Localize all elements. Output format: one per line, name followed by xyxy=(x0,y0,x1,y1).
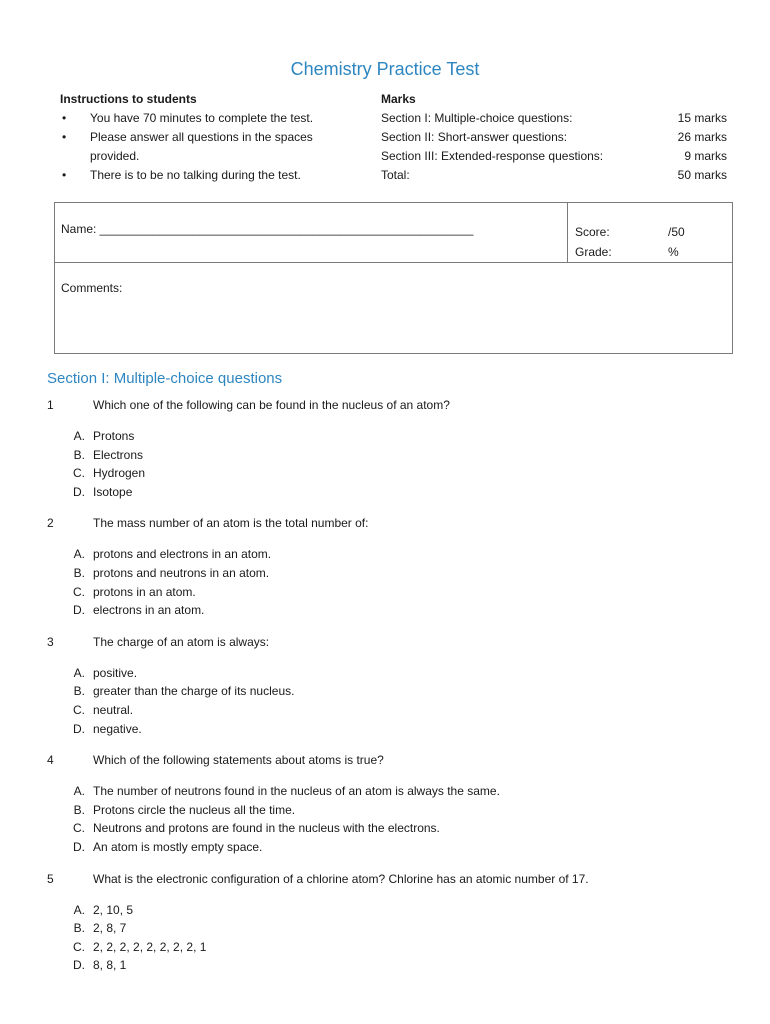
option-text: Protons circle the nucleus all the time. xyxy=(93,802,296,817)
student-info-box xyxy=(54,202,733,354)
option-text: Protons xyxy=(93,429,135,443)
option-letter: C. xyxy=(73,702,85,717)
question-stem xyxy=(47,396,747,415)
option-letter: A. xyxy=(73,784,85,799)
marks-value: 26 marks xyxy=(677,130,727,144)
answer-option[interactable] xyxy=(47,446,747,465)
marks-label: Section I: Multiple-choice questions: xyxy=(381,111,573,125)
marks-row xyxy=(381,166,727,185)
option-text: An atom is mostly empty space. xyxy=(93,839,263,854)
question-list xyxy=(47,396,747,988)
answer-option[interactable] xyxy=(47,483,747,502)
option-text: negative. xyxy=(93,721,142,736)
answer-option[interactable] xyxy=(47,682,747,701)
instruction-item xyxy=(60,166,350,185)
instruction-text: Please answer all questions in the spaces provided. xyxy=(90,130,313,163)
option-text: protons and neutrons in an atom. xyxy=(93,565,270,580)
page-title: Chemistry Practice Test xyxy=(290,59,480,79)
option-letter: C. xyxy=(73,584,85,599)
bullet-icon: • xyxy=(62,168,67,182)
question-5 xyxy=(47,870,747,975)
marks-heading: Marks xyxy=(381,92,416,106)
answer-option[interactable] xyxy=(47,564,747,583)
option-text: Electrons xyxy=(93,447,144,462)
option-letter: C. xyxy=(73,466,85,481)
score-label: Score: xyxy=(575,225,610,239)
comments-field[interactable]: Comments: xyxy=(61,281,123,295)
question-number: 5 xyxy=(47,871,54,886)
bullet-icon: • xyxy=(62,111,67,125)
marks-label: Section II: Short-answer questions: xyxy=(381,130,568,144)
question-2 xyxy=(47,514,747,619)
marks-value: 15 marks xyxy=(677,111,727,125)
option-text: protons and electrons in an atom. xyxy=(93,547,272,562)
option-letter: D. xyxy=(73,484,85,499)
marks-value: 50 marks xyxy=(677,168,727,182)
answer-option[interactable] xyxy=(47,801,747,820)
bullet-icon: • xyxy=(62,130,67,144)
student-info-top-row xyxy=(55,203,732,263)
question-text: Which one of the following can be found in the nucleus of an atom? xyxy=(93,398,450,412)
score-grade-labels xyxy=(575,222,612,262)
score-grade-values xyxy=(668,222,685,262)
option-text: neutral. xyxy=(93,702,134,717)
grade-value: % xyxy=(668,245,679,259)
option-text: 8, 8, 1 xyxy=(93,958,127,973)
answer-option[interactable] xyxy=(47,583,747,602)
option-text: 2, 10, 5 xyxy=(93,902,134,917)
option-text: 2, 2, 2, 2, 2, 2, 2, 2, 1 xyxy=(93,939,207,954)
question-stem xyxy=(47,870,747,889)
option-letter: D. xyxy=(73,839,85,854)
question-number: 2 xyxy=(47,516,54,531)
marks-label: Section III: Extended-response questions: xyxy=(381,149,604,163)
answer-option[interactable] xyxy=(47,782,747,801)
grade-label: Grade: xyxy=(575,245,612,259)
instruction-text: There is to be no talking during the test. xyxy=(90,168,301,182)
question-text: The mass number of an atom is the total number of: xyxy=(93,516,369,531)
option-text: 2, 8, 7 xyxy=(93,921,127,936)
answer-option[interactable] xyxy=(47,919,747,938)
answer-option[interactable] xyxy=(47,427,747,446)
marks-label: Total: xyxy=(381,168,410,182)
marks-row xyxy=(381,109,727,128)
option-text: greater than the charge of its nucleus. xyxy=(93,684,295,699)
option-letter: C. xyxy=(73,821,85,836)
box-divider xyxy=(567,203,568,262)
option-letter: C. xyxy=(73,939,85,954)
answer-option[interactable] xyxy=(47,701,747,720)
question-1 xyxy=(47,396,747,501)
option-letter: D. xyxy=(73,603,85,618)
instructions-heading: Instructions to students xyxy=(60,92,197,106)
section-title: Section I: Multiple-choice questions xyxy=(47,370,283,387)
question-stem xyxy=(47,514,747,533)
option-text: The number of neutrons found in the nucleus of an atom is always the same. xyxy=(93,784,500,799)
question-text: The charge of an atom is always: xyxy=(93,634,270,649)
answer-option[interactable] xyxy=(47,819,747,838)
marks-row xyxy=(381,147,727,166)
instruction-item xyxy=(60,128,350,166)
marks-block xyxy=(381,90,727,185)
answer-option[interactable] xyxy=(47,464,747,483)
option-letter: A. xyxy=(73,429,85,443)
option-text: electrons in an atom. xyxy=(93,603,205,618)
question-number: 3 xyxy=(47,634,54,649)
instruction-item xyxy=(60,109,350,128)
option-text: Neutrons and protons are found in the nucleus with the electrons. xyxy=(93,821,440,836)
option-text: Isotope xyxy=(93,484,133,499)
question-3 xyxy=(47,633,747,738)
marks-value: 9 marks xyxy=(684,149,727,163)
answer-option[interactable] xyxy=(47,545,747,564)
answer-option[interactable] xyxy=(47,956,747,975)
name-field[interactable]: Name: ________________________________________________________ xyxy=(61,222,474,236)
option-letter: B. xyxy=(73,565,85,580)
option-letter: B. xyxy=(73,921,85,936)
question-4 xyxy=(47,751,747,856)
answer-option[interactable] xyxy=(47,838,747,857)
option-letter: A. xyxy=(73,902,85,917)
option-letter: A. xyxy=(73,547,85,562)
option-letter: B. xyxy=(73,684,85,699)
answer-option[interactable] xyxy=(47,938,747,957)
option-letter: D. xyxy=(73,958,85,973)
option-letter: A. xyxy=(73,665,85,680)
instructions-block xyxy=(60,90,350,185)
score-value: /50 xyxy=(668,225,685,239)
question-text: Which of the following statements about atoms is true? xyxy=(93,753,384,768)
question-number: 1 xyxy=(47,398,54,412)
option-text: protons in an atom. xyxy=(93,584,196,599)
question-stem xyxy=(47,751,747,770)
question-stem xyxy=(47,633,747,652)
option-letter: B. xyxy=(73,802,85,817)
option-letter: B. xyxy=(73,447,85,462)
answer-option[interactable] xyxy=(47,664,747,683)
question-number: 4 xyxy=(47,753,54,768)
answer-option[interactable] xyxy=(47,720,747,739)
option-letter: D. xyxy=(73,721,85,736)
question-text: What is the electronic configuration of a chlorine atom? Chlorine has an atomic number of 17. xyxy=(93,871,589,886)
option-text: positive. xyxy=(93,665,138,680)
answer-option[interactable] xyxy=(47,601,747,620)
instruction-text: You have 70 minutes to complete the test. xyxy=(90,111,314,125)
marks-row xyxy=(381,128,727,147)
option-text: Hydrogen xyxy=(93,466,146,481)
answer-option[interactable] xyxy=(47,901,747,920)
